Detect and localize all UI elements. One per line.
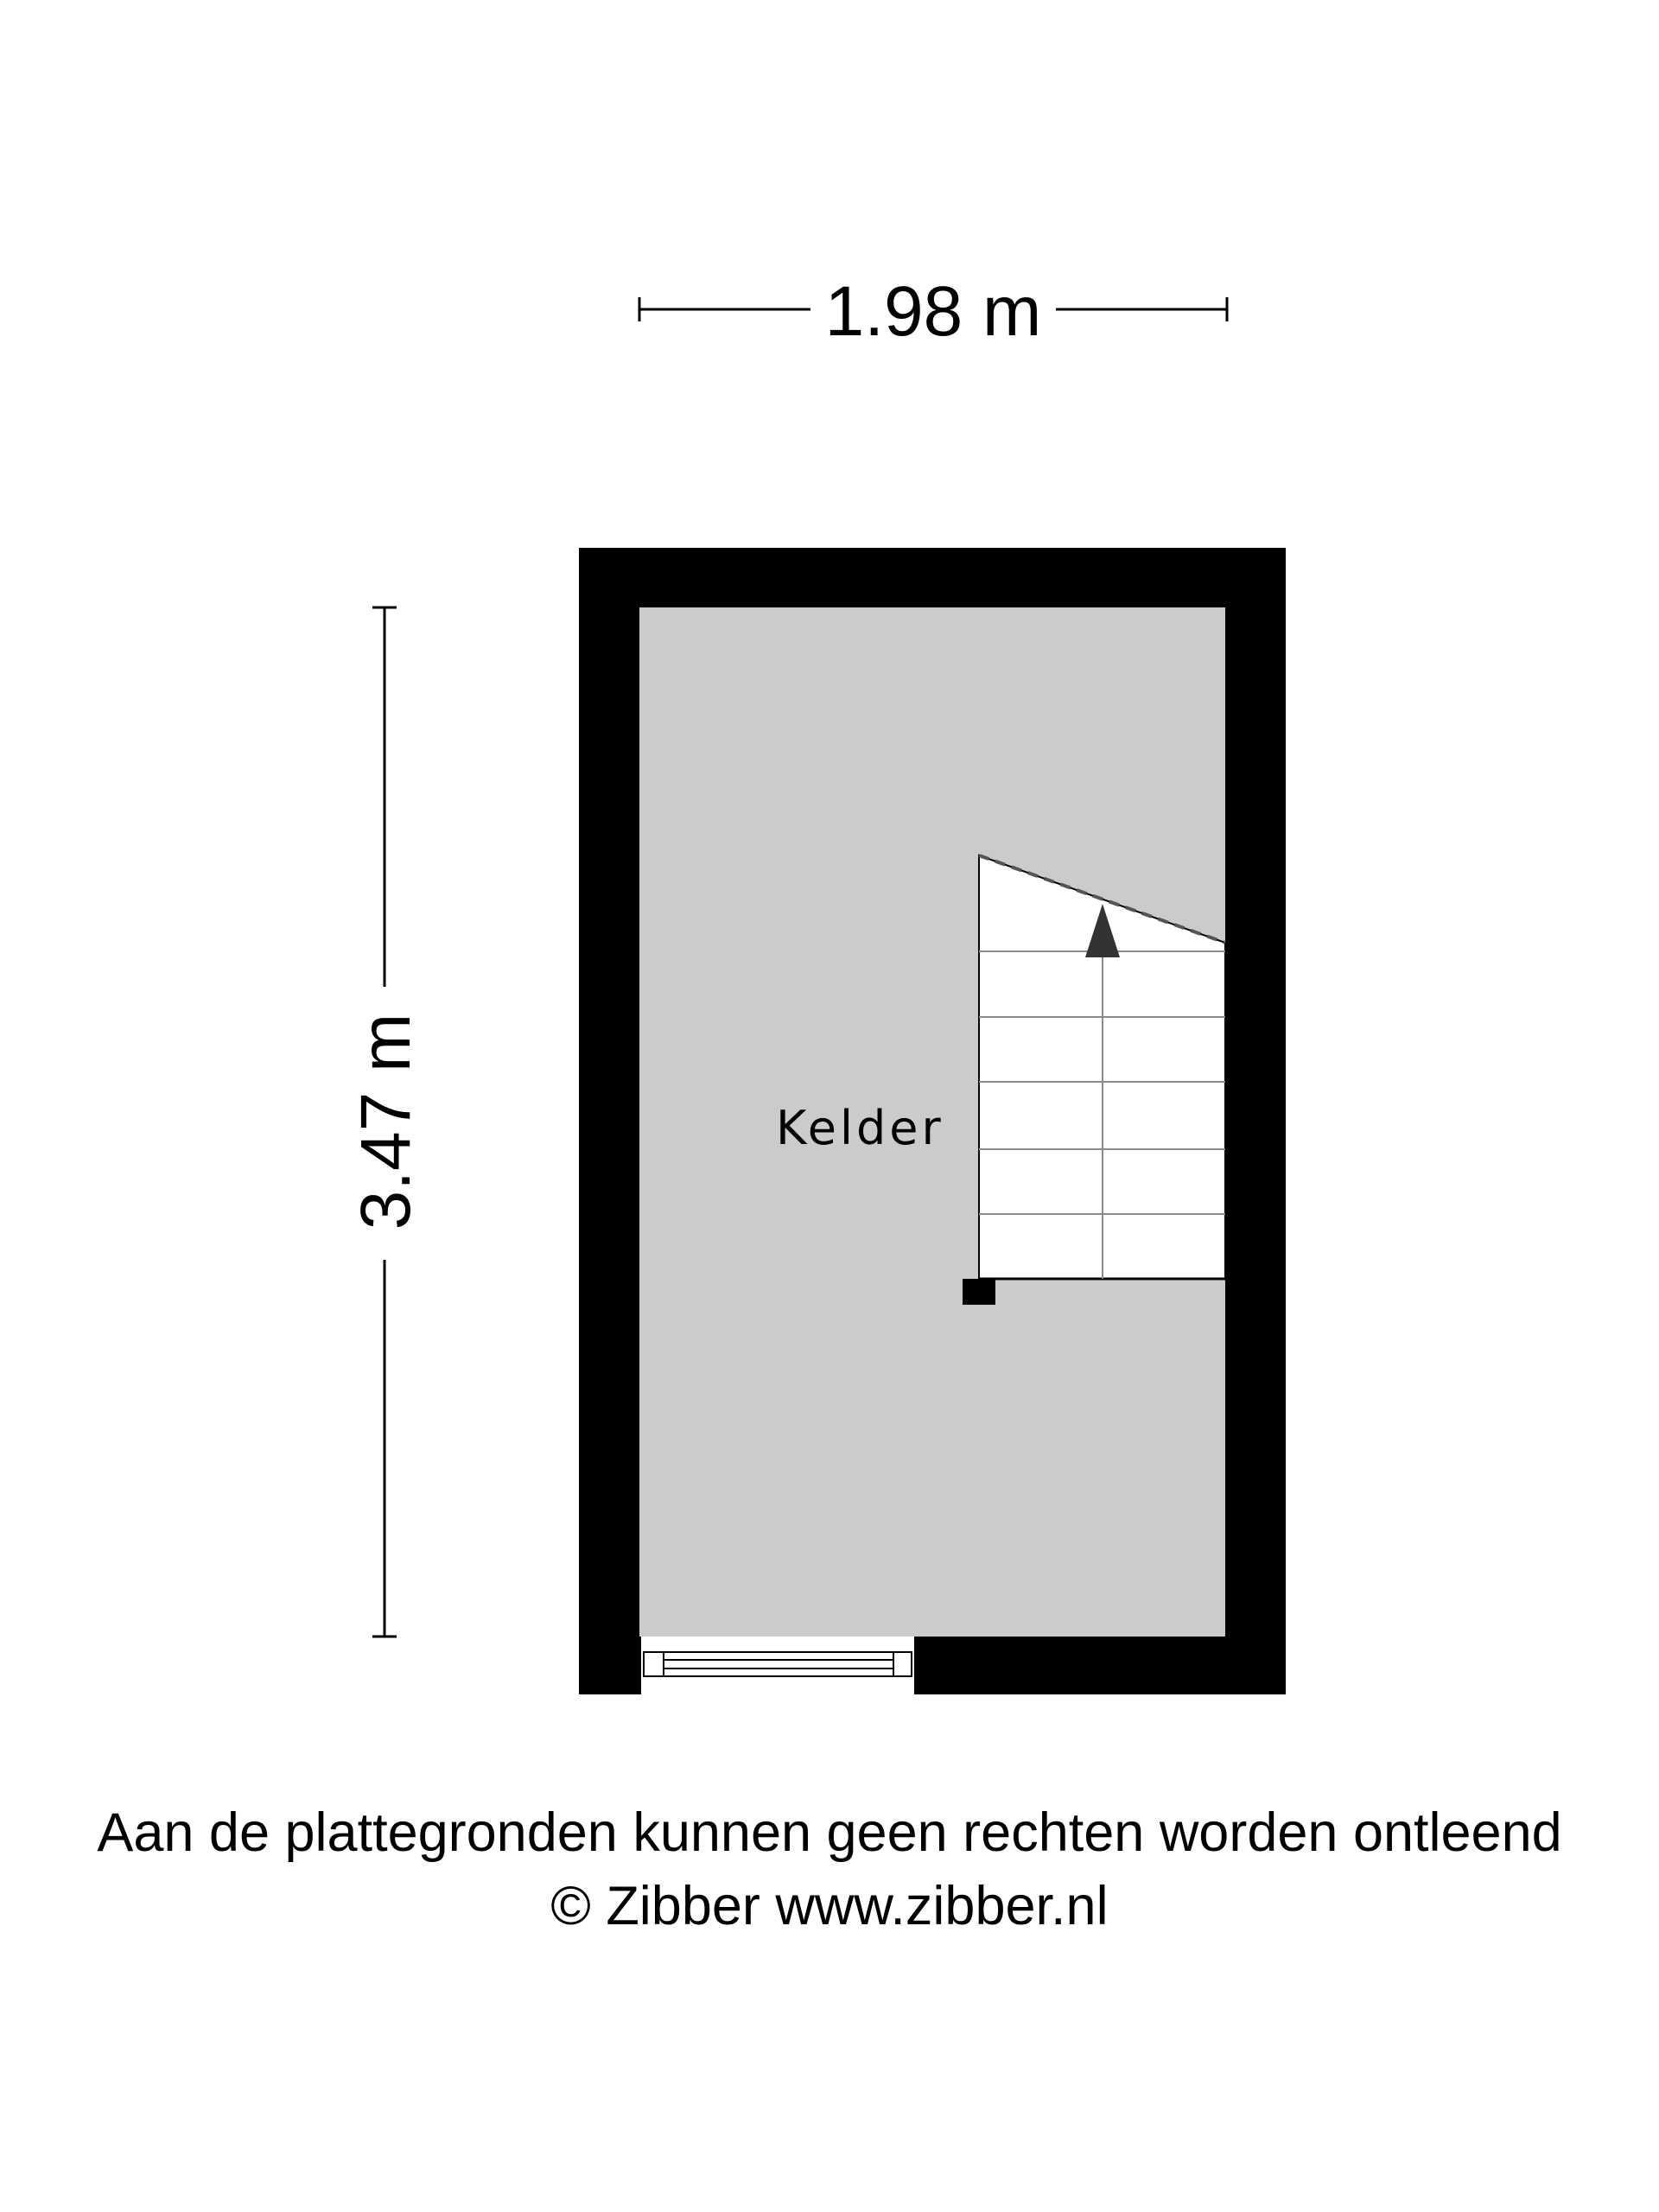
bottom-opening <box>641 1637 914 1694</box>
opening-frame <box>644 1652 912 1676</box>
stair-post <box>963 1279 995 1305</box>
height-dimension <box>346 607 425 1637</box>
footer-disclaimer: Aan de plattegronden kunnen geen rechten worden ontleend <box>97 1802 1562 1863</box>
room-label-kelder: Kelder <box>776 1101 944 1155</box>
width-dimension-label: 1.98 m <box>824 272 1042 351</box>
width-dimension <box>639 272 1227 351</box>
footer-copyright: © Zibber www.zibber.nl <box>550 1876 1109 1936</box>
height-dimension-label: 3.47 m <box>346 1013 425 1230</box>
